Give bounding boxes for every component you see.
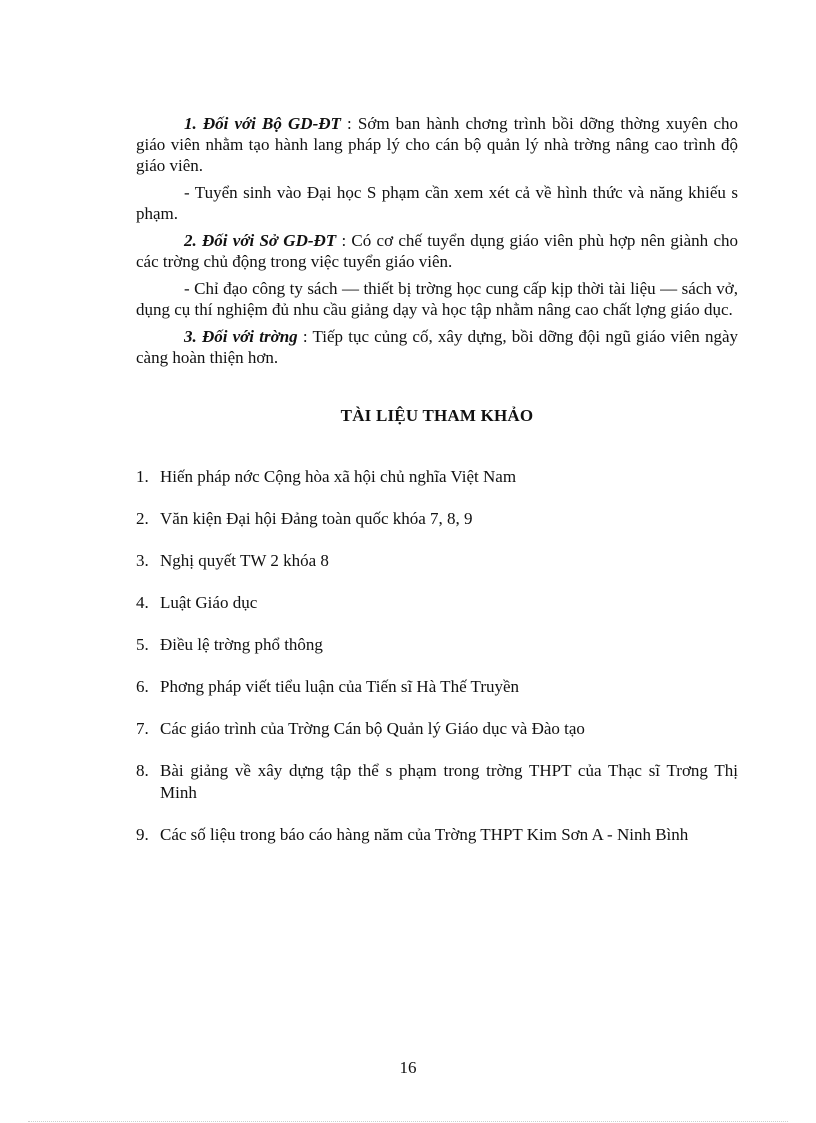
reference-number: 3.: [136, 551, 149, 570]
recommendation-ministry: [136, 113, 738, 176]
reference-text: Bài giảng về xây dựng tập thể s phạm trong trờng THPT của Thạc sĩ Trơng Thị Minh: [160, 761, 738, 802]
reference-item: [136, 824, 738, 846]
reference-item: [136, 592, 738, 614]
reference-number: 8.: [136, 761, 149, 780]
recommendation-text: - Chỉ đạo công ty sách — thiết bị trờng học cung cấp kịp thời tài liệu — sách vở, dụng cụ thí nghiệm đủ nhu cầu giảng dạy và học tập nhằm nâng cao chất lợng giáo dục.: [136, 279, 738, 319]
reference-number: 7.: [136, 719, 149, 738]
recommendation-text: - Tuyển sinh vào Đại học S phạm cần xem xét cả về hình thức và năng khiếu s phạm.: [136, 183, 738, 223]
reference-text: Điều lệ trờng phổ thông: [160, 635, 323, 654]
reference-item: [136, 550, 738, 572]
recommendation-text: : Có cơ chế tuyển dụng giáo viên phù hợp nên giành cho các trờng chủ động trong việc tuyển giáo viên.: [136, 231, 738, 271]
page-bottom-divider: [28, 1121, 788, 1122]
reference-item: [136, 466, 738, 488]
references-list: [136, 466, 738, 846]
recommendation-lead: 1. Đối với Bộ GD-ĐT: [184, 114, 341, 133]
reference-number: 1.: [136, 467, 149, 486]
reference-item: [136, 760, 738, 804]
reference-text: Luật Giáo dục: [160, 593, 258, 612]
recommendation-publisher: [136, 278, 738, 320]
recommendation-admission: [136, 182, 738, 224]
reference-number: 4.: [136, 593, 149, 612]
recommendation-school: [136, 326, 738, 368]
reference-number: 6.: [136, 677, 149, 696]
page-content: [136, 113, 738, 866]
reference-item: [136, 676, 738, 698]
recommendation-text: : Tiếp tục củng cố, xây dựng, bồi dỡng đội ngũ giáo viên ngày càng hoàn thiện hơn.: [136, 327, 739, 367]
reference-text: Hiến pháp nớc Cộng hòa xã hội chủ nghĩa Việt Nam: [160, 467, 517, 486]
reference-text: Các số liệu trong báo cáo hàng năm của Trờng THPT Kim Sơn A - Ninh Bình: [160, 825, 689, 844]
reference-text: Văn kiện Đại hội Đảng toàn quốc khóa 7, 8, 9: [160, 509, 473, 528]
reference-text: Nghị quyết TW 2 khóa 8: [160, 551, 329, 570]
recommendation-text: : Sớm ban hành chơng trình bồi dỡng thờng xuyên cho giáo viên nhằm tạo hành lang pháp lý cho cán bộ quản lý nhà trờng nâng cao trình độ giáo viên.: [136, 114, 738, 175]
recommendation-lead: 2. Đối với Sở GD-ĐT: [184, 231, 337, 250]
reference-text: Phơng pháp viết tiểu luận của Tiến sĩ Hà Thế Truyền: [160, 677, 520, 696]
recommendation-department: [136, 230, 738, 272]
reference-number: 9.: [136, 825, 149, 844]
reference-item: [136, 718, 738, 740]
reference-item: [136, 508, 738, 530]
recommendation-lead: 3. Đối với trờng: [184, 327, 298, 346]
reference-number: 2.: [136, 509, 149, 528]
reference-number: 5.: [136, 635, 149, 654]
reference-item: [136, 634, 738, 656]
references-title: TÀI LIỆU THAM KHẢO: [340, 406, 534, 425]
page-number: 16: [399, 1058, 417, 1077]
reference-text: Các giáo trình của Trờng Cán bộ Quản lý Giáo dục và Đào tạo: [160, 719, 585, 738]
